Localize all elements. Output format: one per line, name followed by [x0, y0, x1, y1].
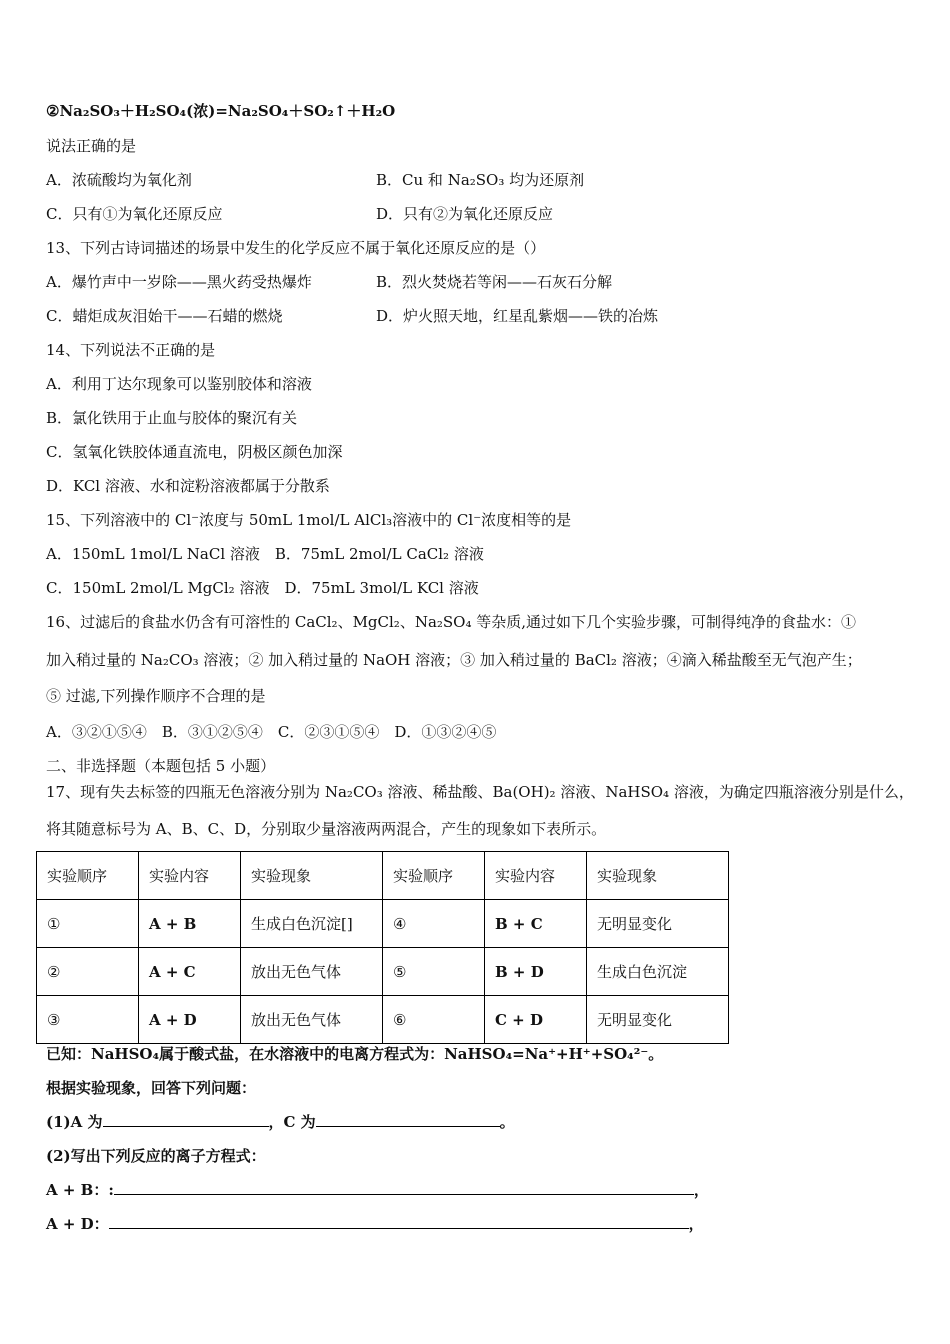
ad-label: A + D： [46, 1215, 109, 1233]
q17-part-2: (2)写出下列反应的离子方程式： [46, 1147, 266, 1165]
q13-option-d: D．炉火照天地，红星乱紫烟——铁的冶炼 [376, 307, 659, 325]
q17-prompt: 根据实验现象，回答下列问题： [46, 1079, 257, 1097]
part-1-a-label: (1)A 为 [46, 1113, 103, 1131]
table-cell: B + C [485, 900, 587, 948]
q17-part-2-ad [46, 1214, 704, 1234]
table-row [37, 948, 729, 996]
table-cell: ⑤ [383, 948, 485, 996]
q13-option-b: B．烈火焚烧若等闲——石灰石分解 [376, 273, 613, 291]
q15-stem: 15、下列溶液中的 Cl⁻浓度与 50mL 1mol/L AlCl₃溶液中的 Cl⁻浓度相等的是 [46, 511, 572, 529]
q14-stem: 14、下列说法不正确的是 [46, 341, 216, 359]
header-cell: 实验现象 [241, 852, 383, 900]
table-cell: ① [37, 900, 139, 948]
table-cell: 无明显变化 [587, 900, 729, 948]
header-cell: 实验内容 [139, 852, 241, 900]
q17-part-1 [46, 1112, 515, 1132]
q17-line-2: 将其随意标号为 A、B、C、D，分别取少量溶液两两混合，产生的现象如下表所示。 [46, 820, 607, 838]
header-cell: 实验现象 [587, 852, 729, 900]
q12-option-a: A．浓硫酸均为氧化剂 [46, 171, 192, 189]
q13-stem: 13、下列古诗词描述的场景中发生的化学反应不属于氧化还原反应的是（） [46, 239, 546, 257]
q16-line-1: 16、过滤后的食盐水仍含有可溶性的 CaCl₂、MgCl₂、Na₂SO₄ 等杂质,通过如下几个实验步骤，可制得纯净的食盐水：① [46, 613, 857, 631]
q13-option-c: C．蜡炬成灰泪始干——石蜡的燃烧 [46, 307, 283, 325]
q15-options-cd: C．150mL 2mol/L MgCl₂ 溶液 D．75mL 3mol/L KCl 溶液 [46, 579, 479, 597]
q14-option-a: A．利用丁达尔现象可以鉴别胶体和溶液 [46, 375, 312, 393]
q12-option-c: C．只有①为氧化还原反应 [46, 205, 223, 223]
table-cell: 生成白色沉淀 [587, 948, 729, 996]
table-cell: ⑥ [383, 996, 485, 1044]
header-cell: 实验顺序 [37, 852, 139, 900]
q12-stem: 说法正确的是 [46, 137, 137, 155]
q14-option-b: B．氯化铁用于止血与胶体的聚沉有关 [46, 409, 298, 427]
table-cell: A + B [139, 900, 241, 948]
q17-part-2-ab [46, 1180, 709, 1200]
answer-blank-ab[interactable] [114, 1180, 694, 1195]
part-1-end: 。 [499, 1113, 515, 1131]
ab-comma: ， [693, 1181, 709, 1199]
table-cell: 放出无色气体 [241, 948, 383, 996]
table-header-row [37, 852, 729, 900]
section-2-heading: 二、非选择题（本题包括 5 小题） [46, 757, 276, 775]
table-row [37, 996, 729, 1044]
q17-line-1: 17、现有失去标签的四瓶无色溶液分别为 Na₂CO₃ 溶液、稀盐酸、Ba(OH)₂ 溶液、NaHSO₄ 溶液，为确定四瓶溶液分别是什么， [46, 783, 914, 801]
ad-comma: ， [688, 1215, 704, 1233]
q14-option-d: D．KCl 溶液、水和淀粉溶液都属于分散系 [46, 477, 330, 495]
table-cell: A + D [139, 996, 241, 1044]
table-cell: ② [37, 948, 139, 996]
q16-line-3: ⑤ 过滤,下列操作顺序不合理的是 [46, 687, 266, 705]
header-cell: 实验顺序 [383, 852, 485, 900]
experiment-table [36, 851, 729, 1044]
part-1-c-label: ，C 为 [268, 1113, 316, 1131]
q14-option-c: C．氢氧化铁胶体通直流电，阴极区颜色加深 [46, 443, 343, 461]
table-row [37, 900, 729, 948]
q12-option-b: B．Cu 和 Na₂SO₃ 均为还原剂 [376, 171, 585, 189]
q16-options: A．③②①⑤④ B．③①②⑤④ C．②③①⑤④ D．①③②④⑤ [46, 723, 497, 741]
ab-label: A + B：: [46, 1181, 114, 1199]
table-cell: B + D [485, 948, 587, 996]
answer-blank-ad[interactable] [109, 1214, 689, 1229]
table-cell: 生成白色沉淀[] [241, 900, 383, 948]
q17-known-note: 已知：NaHSO₄属于酸式盐，在水溶液中的电离方程式为：NaHSO₄=Na⁺+H⁺+SO₄²⁻。 [46, 1045, 664, 1063]
q15-options-ab: A．150mL 1mol/L NaCl 溶液 B．75mL 2mol/L CaCl₂ 溶液 [46, 545, 484, 563]
header-cell: 实验内容 [485, 852, 587, 900]
q12-equation-2: ②Na₂SO₃＋H₂SO₄(浓)=Na₂SO₄＋SO₂↑＋H₂O [46, 102, 396, 120]
answer-blank-a[interactable] [103, 1112, 269, 1127]
q16-line-2: 加入稍过量的 Na₂CO₃ 溶液；② 加入稍过量的 NaOH 溶液；③ 加入稍过量的 BaCl₂ 溶液；④滴入稀盐酸至无气泡产生； [46, 651, 862, 669]
table-cell: ④ [383, 900, 485, 948]
table-cell: C + D [485, 996, 587, 1044]
table-cell: ③ [37, 996, 139, 1044]
q12-option-d: D．只有②为氧化还原反应 [376, 205, 554, 223]
table-cell: 无明显变化 [587, 996, 729, 1044]
table-cell: A + C [139, 948, 241, 996]
q13-option-a: A．爆竹声中一岁除——黑火药受热爆炸 [46, 273, 312, 291]
table-cell: 放出无色气体 [241, 996, 383, 1044]
answer-blank-c[interactable] [316, 1112, 500, 1127]
